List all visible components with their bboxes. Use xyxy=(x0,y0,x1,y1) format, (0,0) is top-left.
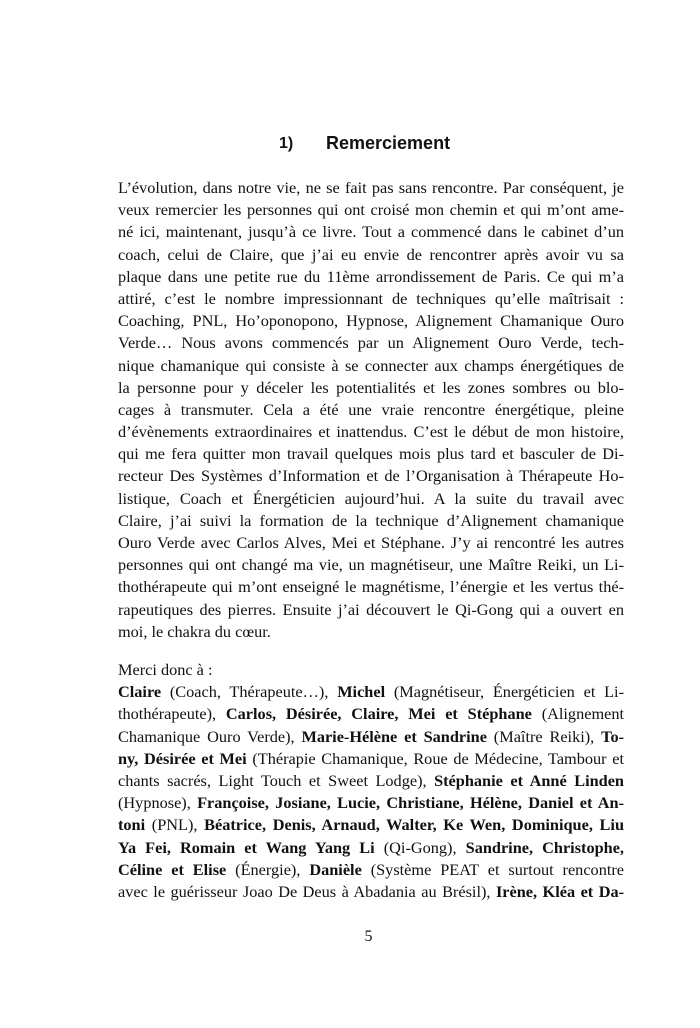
text-line xyxy=(118,288,624,310)
name-text: Carlos, Désirée, Claire, Mei et Stéphane xyxy=(225,704,532,724)
text-line xyxy=(118,726,624,748)
body-text: thothérapeute), xyxy=(118,704,226,724)
text-line xyxy=(118,621,624,643)
text-line xyxy=(118,377,624,399)
text-line xyxy=(118,770,624,792)
body-text: Merci donc à : xyxy=(118,660,213,679)
text-line xyxy=(118,199,624,221)
body-text: veux remercier les personnes qui ont croisé mon chemin et qui m’ont ame- xyxy=(118,200,624,220)
body-text: recteur Des Systèmes d’Information et de l’Organisation à Thérapeute Ho- xyxy=(118,466,624,486)
body-text: Chamanique Ouro Verde), xyxy=(118,726,302,746)
body-text: (Système PEAT et surtout rencontre xyxy=(361,859,624,879)
text-line xyxy=(118,881,624,903)
name-text: Marie-Hélène et Sandrine xyxy=(301,726,487,746)
text-line xyxy=(118,421,624,443)
text-line xyxy=(118,814,624,836)
text-line xyxy=(118,244,624,266)
body-text: Claire, j’ai suivi la formation de la technique d’Alignement chamanique xyxy=(118,510,624,530)
body-text: (Thérapie Chamanique, Roue de Médecine, Tambour et xyxy=(246,748,624,768)
text-line xyxy=(118,266,624,288)
body-text: d’évènements extraordinaires et inattendus. C’est le début de mon histoire, xyxy=(118,422,624,442)
body-text: (Énergie), xyxy=(226,859,310,879)
text-line xyxy=(118,399,624,421)
text-line xyxy=(118,554,624,576)
text-line xyxy=(118,221,624,243)
paragraph-thanks xyxy=(118,659,624,903)
section-title: Remerciement xyxy=(326,133,451,153)
body-text: L’évolution, dans notre vie, ne se fait pas sans rencontre. Par conséquent, je xyxy=(118,178,624,197)
body-text: plaque dans une petite rue du 11ème arrondissement de Paris. Ce qui m’a xyxy=(118,266,624,286)
name-text: Béatrice, Denis, Arnaud, Walter, Ke Wen, Dominique, Liu xyxy=(204,815,624,835)
text-line xyxy=(118,599,624,621)
name-text: Ya Fei, Romain et Wang Yang Li xyxy=(118,837,375,857)
body-text: avec le guérisseur Joao De Deus à Abadania au Brésil), xyxy=(118,881,496,901)
text-line xyxy=(118,681,624,703)
text-line xyxy=(118,355,624,377)
name-text: Sandrine, Christophe, xyxy=(465,837,624,857)
text-line xyxy=(118,465,624,487)
text-line xyxy=(118,659,624,681)
body-text: la personne pour y déceler les potentialités et les zones sombres ou blo- xyxy=(118,377,624,397)
text-line xyxy=(118,792,624,814)
text-line xyxy=(118,177,624,199)
name-text: Céline et Elise xyxy=(118,859,227,879)
body-text: listique, Coach et Énergéticien aujourd’hui. A la suite du travail avec xyxy=(118,488,624,508)
body-text: Coaching, PNL, Ho’oponopono, Hypnose, Alignement Chamanique Ouro xyxy=(118,311,624,331)
body-text: (Qi-Gong), xyxy=(374,837,466,857)
body-text: qui me fera quitter mon travail quelques mois plus tard et basculer de Di- xyxy=(118,444,624,464)
body-text: personnes qui ont changé ma vie, un magnétiseur, une Maître Reiki, un Li- xyxy=(118,555,624,575)
body-text: thothérapeute qui m’ont enseigné le magnétisme, l’énergie et les vertus thé- xyxy=(118,577,624,597)
body-text: (Alignement xyxy=(531,704,624,724)
body-text: né ici, maintenant, jusqu’à ce livre. Tout a commencé dans le cabinet d’un xyxy=(118,222,624,242)
body-text: cages à transmuter. Cela a été une vraie rencontre énergétique, pleine xyxy=(118,399,624,419)
body-text: chants sacrés, Light Touch et Sweet Lodge), xyxy=(118,770,435,790)
name-text: ny, Désirée et Mei xyxy=(118,748,247,768)
body-text: (PNL), xyxy=(145,815,205,835)
name-text: Claire xyxy=(118,682,162,702)
body-text: Ouro Verde avec Carlos Alves, Mei et Stéphane. J’y ai rencontré les autres xyxy=(118,533,624,552)
body-text: (Hypnose), xyxy=(118,793,198,813)
body-text: (Maître Reiki), xyxy=(486,726,602,746)
body-text: rapeutiques des pierres. Ensuite j’ai découvert le Qi-Gong qui a ouvert en xyxy=(118,599,624,619)
name-text: Michel xyxy=(337,682,386,702)
text-line xyxy=(118,310,624,332)
body-text: attiré, c’est le nombre impressionnant de techniques qu’elle maîtrisait : xyxy=(118,288,624,308)
body-text: (Magnétiseur, Énergéticien et Li- xyxy=(385,682,624,702)
name-text: Stéphanie et Anné Linden xyxy=(434,770,624,790)
text-line xyxy=(118,443,624,465)
text-line xyxy=(118,837,624,859)
body-text: nique chamanique qui consiste à se connecter aux champs énergétiques de xyxy=(118,355,624,375)
text-line xyxy=(118,532,624,554)
text-line xyxy=(118,576,624,598)
body-text: moi, le chakra du cœur. xyxy=(118,621,271,641)
text-line xyxy=(118,332,624,354)
name-text: toni xyxy=(118,815,146,835)
text-line xyxy=(118,703,624,725)
paragraph-intro xyxy=(118,177,624,643)
section-number: 1) xyxy=(279,135,294,152)
page-number: 5 xyxy=(364,928,373,945)
body-text: coach, celui de Claire, que j’ai eu envie de rencontrer après avoir vu sa xyxy=(118,244,624,264)
text-line xyxy=(118,488,624,510)
text-line xyxy=(118,748,624,770)
name-text: To- xyxy=(601,726,624,746)
body-text: Verde… Nous avons commencés par un Alignement Ouro Verde, tech- xyxy=(118,333,624,353)
body-text: (Coach, Thérapeute…), xyxy=(161,682,338,702)
text-line xyxy=(118,510,624,532)
text-line xyxy=(118,859,624,881)
name-text: Irène, Kléa et Da- xyxy=(495,881,624,901)
name-text: Danièle xyxy=(309,859,362,879)
name-text: Françoise, Josiane, Lucie, Christiane, Hélène, Daniel et An- xyxy=(197,793,624,813)
